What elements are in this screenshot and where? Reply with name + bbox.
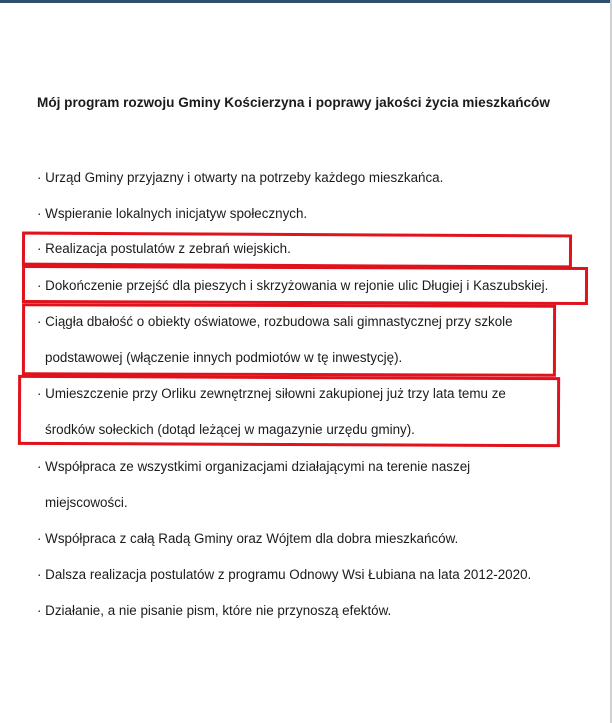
list-item-8: · Współpraca z całą Radą Gminy oraz Wójtem dla dobra mieszkańców. <box>37 531 459 546</box>
list-item-5-line-2: podstawowej (włączenie innych podmiotów w tę inwestycję). <box>45 350 403 365</box>
list-item-10: · Działanie, a nie pisanie pism, które nie przynoszą efektów. <box>37 603 392 618</box>
list-item-4: · Dokończenie przejść dla pieszych i skrzyżowania w rejonie ulic Długiej i Kaszubskiej. <box>37 278 549 293</box>
document-title: Mój program rozwoju Gminy Kościerzyna i poprawy jakości życia mieszkańców <box>37 95 550 110</box>
list-item-7-line-2: miejscowości. <box>45 495 128 510</box>
list-item-6-line-2: środków sołeckich (dotąd leżącej w magazynie urzędu gminy). <box>45 422 415 437</box>
highlight-box-item-3 <box>22 232 572 269</box>
highlight-box-item-5 <box>22 303 556 376</box>
list-item-1: · Urząd Gminy przyjazny i otwarty na potrzeby każdego mieszkańca. <box>37 170 444 185</box>
list-item-5-line-1: · Ciągła dbałość o obiekty oświatowe, rozbudowa sali gimnastycznej przy szkole <box>37 314 513 329</box>
top-border <box>0 0 612 3</box>
highlight-box-item-6 <box>18 375 560 447</box>
list-item-9: · Dalsza realizacja postulatów z programu Odnowy Wsi Łubiana na lata 2012-2020. <box>37 567 532 582</box>
list-item-2: · Wspieranie lokalnych inicjatyw społecznych. <box>37 206 308 221</box>
list-item-7-line-1: · Współpraca ze wszystkimi organizacjami działającymi na terenie naszej <box>37 459 471 474</box>
highlight-box-item-4 <box>22 265 588 305</box>
list-item-3: · Realizacja postulatów z zebrań wiejskich. <box>37 241 291 256</box>
list-item-6-line-1: · Umieszczenie przy Orliku zewnętrznej siłowni zakupionej już trzy lata temu ze <box>37 386 506 401</box>
